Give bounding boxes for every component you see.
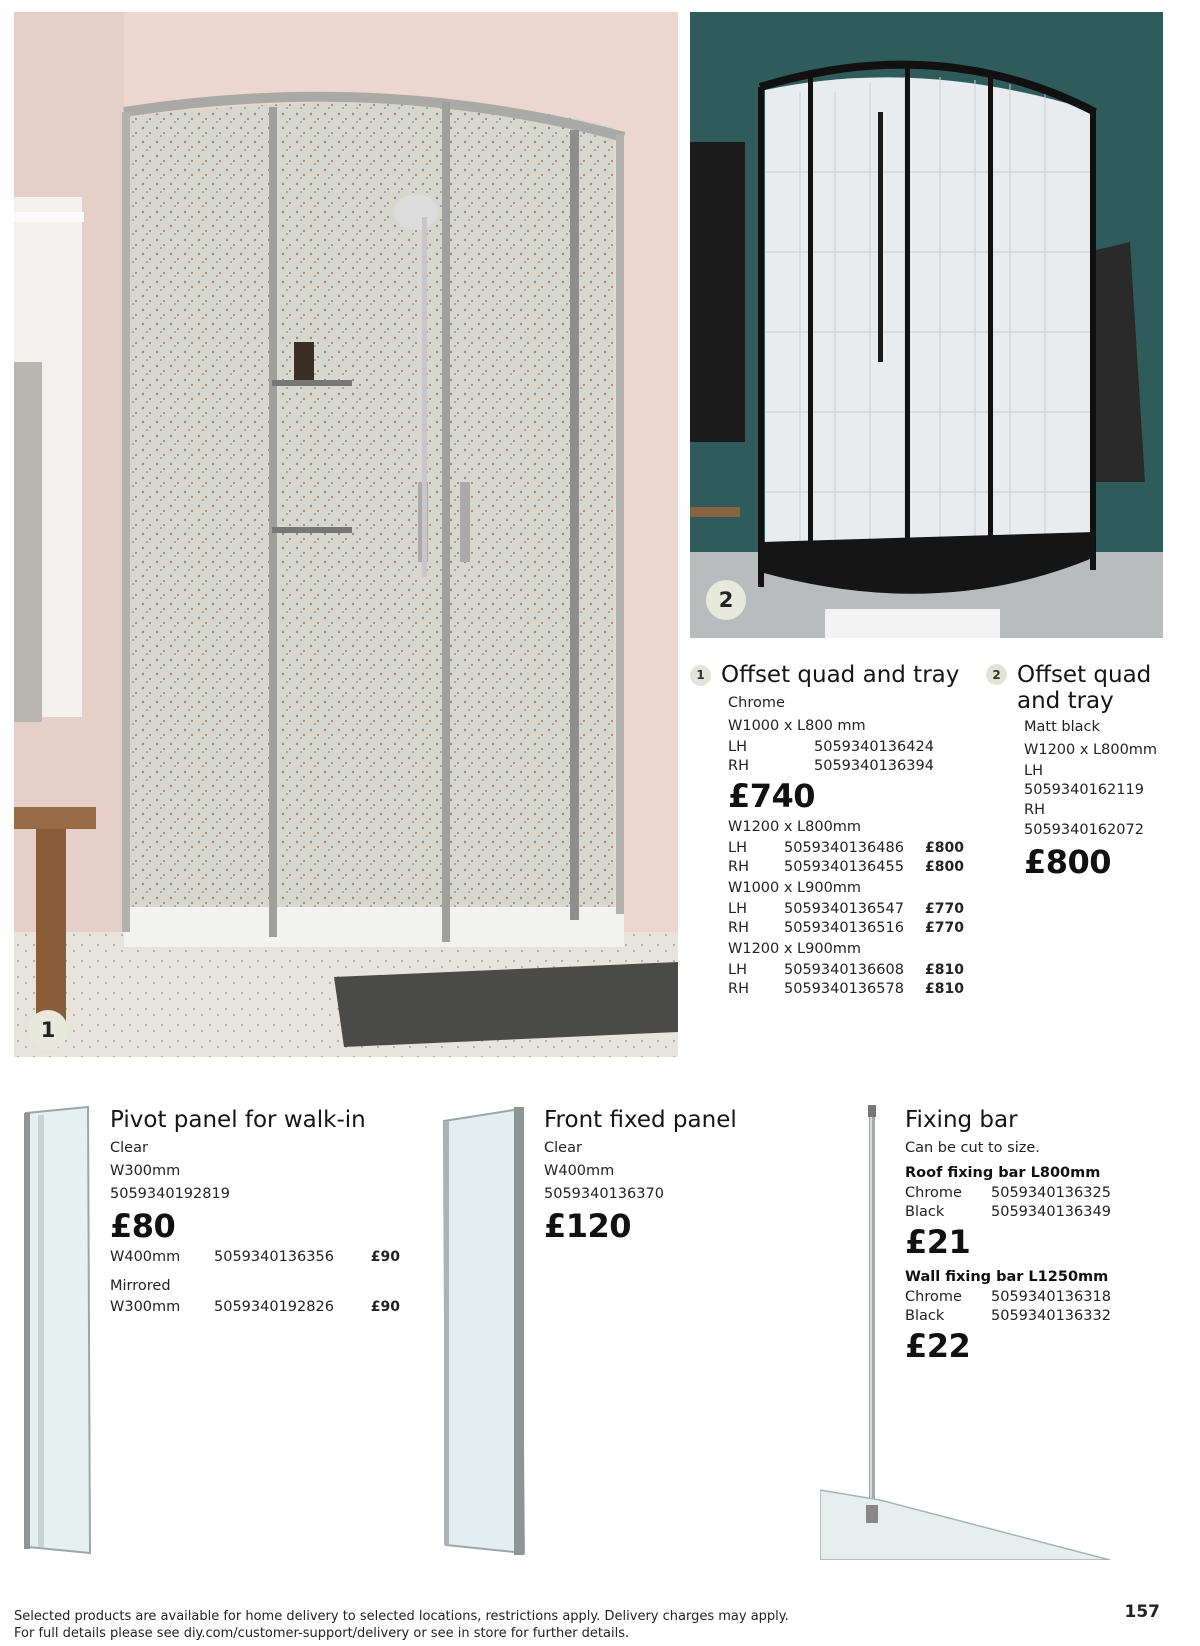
product-finish: Chrome [728,695,785,711]
product-price: £740 [728,777,816,815]
side-label: RH [728,981,749,997]
product-badge-2: 2 [986,664,1007,685]
product-code: 5059340136608 [784,962,904,978]
side-label: LH [728,840,747,856]
variant-size: W1200 x L800mm [728,819,862,835]
product-title: Pivot panel for walk-in [110,1107,366,1133]
variant-price: £90 [370,1299,400,1315]
product-code: 5059340136547 [784,901,904,917]
product-title: Offset quad and tray [721,662,960,688]
wall-bar-price: £22 [905,1327,971,1365]
product-title-line2: and tray [1017,688,1114,714]
product-code: 5059340192819 [110,1186,230,1202]
front-panel-image [440,1103,530,1558]
side-label: LH [1024,763,1043,779]
product-front-fixed-panel [544,1107,804,1246]
variant-row [905,1203,1165,1222]
product-code: 5059340136356 [214,1249,334,1265]
product-size: W1000 x L800 mm [728,718,866,734]
finish-label: Black [905,1308,945,1324]
finish-label: Black [905,1204,945,1220]
finish-label: Chrome [905,1185,962,1201]
product-code: 5059340162072 [1024,822,1144,838]
variant-price: £770 [925,901,964,917]
product-code: 5059340136394 [814,758,934,774]
footer-line-1: Selected products are available for home delivery to selected locations, restrictions apply. Delivery charges may apply. [14,1609,789,1624]
variant-row [728,961,964,980]
variant-row [728,858,964,877]
side-label: LH [728,901,747,917]
code-row [728,738,964,757]
variant-size: W1000 x L900mm [728,880,862,896]
product-size: W1200 x L800mm [1024,742,1158,758]
code-row [728,757,964,776]
product-code: 5059340136370 [544,1186,664,1202]
product-finish: Matt black [1024,719,1100,735]
product-pivot-panel [110,1107,400,1317]
variant-row [728,919,964,938]
product-finish: Clear [544,1140,582,1156]
variant-row [905,1288,1165,1307]
variant-row [728,980,964,999]
product-code: 5059340136424 [814,739,934,755]
variant-price: £800 [925,859,964,875]
mirrored-label: Mirrored [110,1278,171,1294]
product-code: 5059340136516 [784,920,904,936]
product-code: 5059340136486 [784,840,904,856]
product-code: 5059340136578 [784,981,904,997]
product-price: £120 [544,1207,632,1245]
variant-row [905,1307,1165,1326]
finish-label: Chrome [905,1289,962,1305]
product-code: 5059340192826 [214,1299,334,1315]
product-finish: Clear [110,1140,148,1156]
product-code: 5059340136325 [991,1185,1111,1201]
variant-price: £90 [370,1249,400,1265]
side-label: RH [728,758,749,774]
page-number: 157 [1124,1602,1160,1622]
variant-size: W1200 x L900mm [728,941,862,957]
side-label: LH [728,962,747,978]
product-title: Fixing bar [905,1107,1018,1133]
product-price: £800 [1024,843,1112,881]
side-label: RH [1024,802,1045,818]
product-title: Front fixed panel [544,1107,737,1133]
side-label: LH [728,739,747,755]
variant-row [728,839,964,858]
product-size: W400mm [544,1163,615,1179]
variant-row [905,1184,1165,1203]
pivot-panel-image [18,1105,93,1555]
roof-bar-heading: Roof fixing bar L800mm [905,1165,1101,1181]
product-code: 5059340136349 [991,1204,1111,1220]
product-code: 5059340136455 [784,859,904,875]
product-code: 5059340136332 [991,1308,1111,1324]
variant-row [728,900,964,919]
product-price: £80 [110,1207,176,1245]
variant-price: £800 [925,840,964,856]
product-offset-quad-black [990,662,1190,882]
side-label: RH [728,859,749,875]
product-code: 5059340162119 [1024,782,1144,798]
footer-line-2: For full details please see diy.com/customer-support/delivery or see in store for further details. [14,1626,630,1641]
product-badge-1: 1 [690,665,711,686]
product-title-line1: Offset quad [1017,662,1152,688]
product-offset-quad-chrome [694,662,964,999]
variant-size: W300mm [110,1299,181,1315]
product-size: W300mm [110,1163,181,1179]
variant-row [110,1248,400,1267]
black-shower-photo [690,12,1163,638]
variant-row [110,1298,400,1317]
roof-bar-price: £21 [905,1223,971,1261]
product-note: Can be cut to size. [905,1140,1040,1156]
image-badge-2: 2 [706,580,746,620]
product-code: 5059340136318 [991,1289,1111,1305]
variant-price: £770 [925,920,964,936]
chrome-shower-photo [14,12,678,1057]
variant-price: £810 [925,962,964,978]
variant-price: £810 [925,981,964,997]
wall-bar-heading: Wall fixing bar L1250mm [905,1269,1109,1285]
product-fixing-bar [905,1107,1165,1366]
footer-disclaimer [14,1608,789,1642]
side-label: RH [728,920,749,936]
image-badge-1: 1 [28,1010,68,1050]
variant-size: W400mm [110,1249,181,1265]
